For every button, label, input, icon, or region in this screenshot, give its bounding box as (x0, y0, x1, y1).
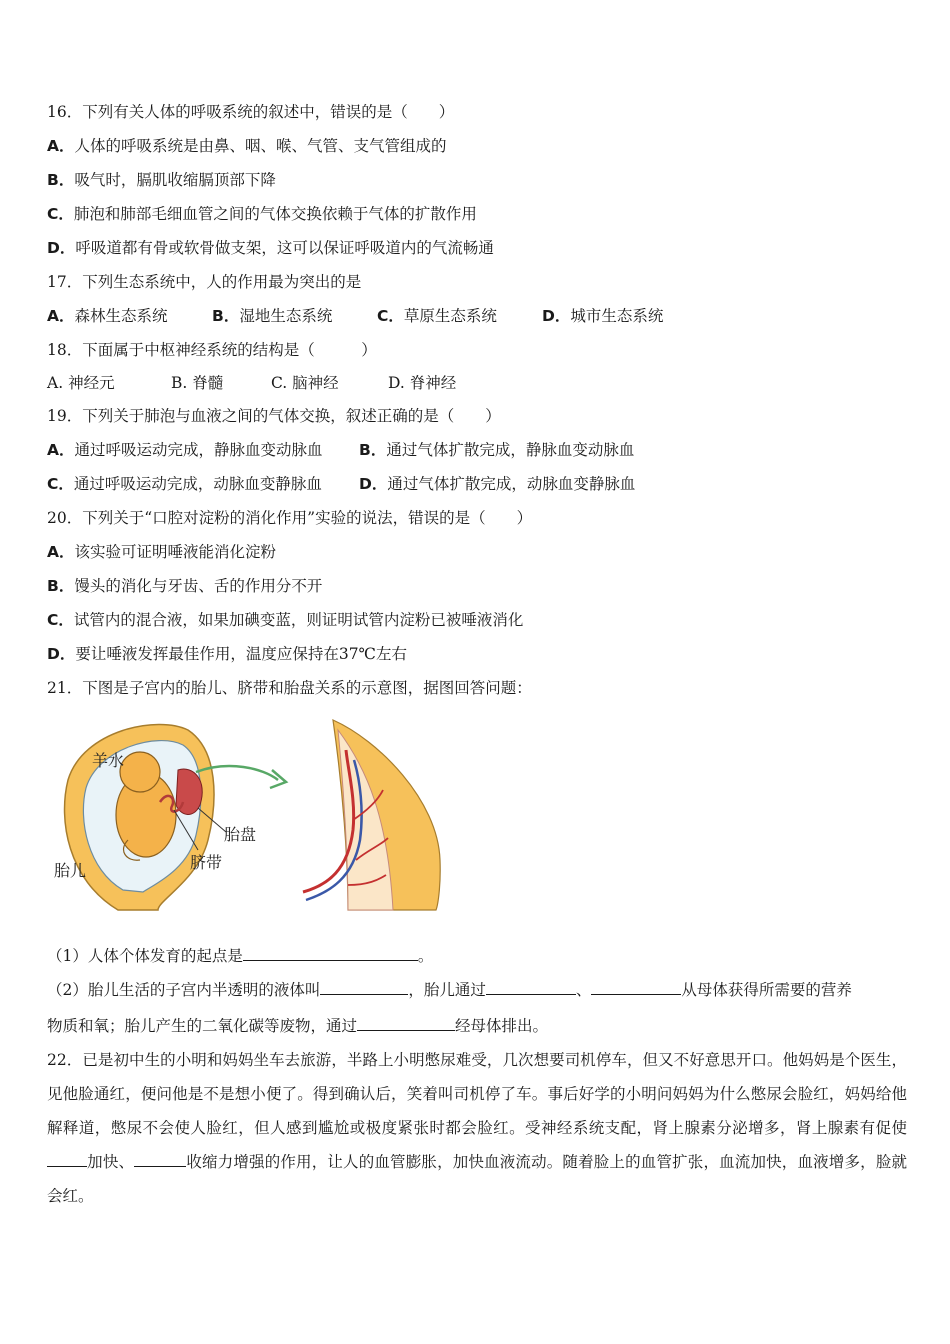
q19-option-d: D．通过气体扩散完成，动脉血变静脉血 (359, 475, 636, 493)
q16-option-b: B．吸气时，膈肌收缩膈顶部下降 (47, 171, 276, 189)
q18-option-c: C. 脑神经 (271, 374, 339, 392)
q16-option-a: A．人体的呼吸系统是由鼻、咽、喉、气管、支气管组成的 (47, 137, 447, 155)
q17-option-d: D．城市生态系统 (542, 307, 664, 325)
q22-blank-1[interactable] (47, 1152, 87, 1167)
q20-option-b: B．馒头的消化与牙齿、舌的作用分不开 (47, 577, 323, 595)
label-umbilical: 脐带 (190, 853, 223, 872)
q18-options (47, 373, 456, 393)
q21-stem: 21．下图是子宫内的胎儿、脐带和胎盘关系的示意图，据图回答问题： (47, 679, 532, 697)
q21-sub1-blank[interactable] (243, 946, 418, 961)
q19-options-ab (47, 440, 634, 460)
q19-stem: 19．下列关于肺泡与血液之间的气体交换，叙述正确的是（ ） (47, 407, 501, 425)
q20-option-d: D．要让唾液发挥最佳作用，温度应保持在37℃左右 (47, 645, 407, 663)
figure-illustration (48, 710, 448, 925)
q16-option-d: D．呼吸道都有骨或软骨做支架，这可以保证呼吸道内的气流畅通 (47, 239, 494, 257)
q19-option-a: A．通过呼吸运动完成，静脉血变动脉血 (47, 441, 323, 459)
q18-option-b: B. 脊髓 (171, 374, 224, 392)
label-amniotic-1: 羊水 (92, 751, 125, 770)
q22-blank-2[interactable] (134, 1152, 186, 1167)
q18-option-a: A. 神经元 (47, 374, 115, 392)
q16-option-c: C．肺泡和肺部毛细血管之间的气体交换依赖于气体的扩散作用 (47, 205, 477, 223)
q20-option-a: A．该实验可证明唾液能消化淀粉 (47, 543, 277, 561)
q17-option-c: C．草原生态系统 (377, 307, 497, 325)
q20-stem: 20．下列关于“口腔对淀粉的消化作用”实验的说法，错误的是（ ） (47, 509, 533, 527)
q19-option-c: C．通过呼吸运动完成，动脉血变静脉血 (47, 475, 322, 493)
q17-options (47, 306, 663, 326)
label-fetus: 胎儿 (54, 861, 87, 880)
uterus-fetus-placenta-figure (48, 710, 448, 925)
q21-sub1: （1）人体个体发育的起点是 。 (47, 947, 434, 965)
q19-options-cd (47, 474, 635, 494)
q20-option-c: C．试管内的混合液，如果加碘变蓝，则证明试管内淀粉已被唾液消化 (47, 611, 524, 629)
q22-paragraph: 22．已是初中生的小明和妈妈坐车去旅游，半路上小明憋尿难受，几次想要司机停车，但又不好意思开口。他妈妈是个医生，见他脸通红，便问他是不是想小便了。得到确认后，笑着叫司机停了车。事后好学的小明问妈妈为什么憋尿会脸红，妈妈给他解释道，憋尿不会使人脸红，但人感到尴尬或极度紧张时都会脸红。受神经系统支配，肾上腺素分泌增多，肾上腺素有促使加快、 收缩力增强的作用，让人的血管膨胀，加快血液流动。随着脸上的血管扩张，血流加快，血液增多，脸就会红。 (47, 1051, 907, 1205)
q19-option-b: B．通过气体扩散完成，静脉血变动脉血 (359, 441, 635, 459)
q16-stem: 16．下列有关人体的呼吸系统的叙述中，错误的是（ ） (47, 103, 455, 121)
q21-sub2-line1: （2）胎儿生活的子宫内半透明的液体叫 ，胎儿通过 、 从母体获得所需要的营养 (47, 981, 852, 999)
q17-stem: 17．下列生态系统中，人的作用最为突出的是 (47, 273, 362, 291)
q17-option-b: B．湿地生态系统 (212, 307, 333, 325)
fetus-head-shape (120, 752, 160, 792)
label-placenta: 胎盘 (224, 825, 257, 844)
q21-sub2-blank-2[interactable] (486, 980, 576, 995)
q21-sub2-blank-1[interactable] (320, 980, 408, 995)
q21-sub2-blank-4[interactable] (357, 1016, 455, 1031)
q21-sub2-blank-3[interactable] (591, 980, 681, 995)
q18-stem: 18．下面属于中枢神经系统的结构是（ ） (47, 341, 377, 359)
q18-option-d: D. 脊神经 (388, 374, 457, 392)
q21-sub2-line2: 物质和氧；胎儿产生的二氧化碳等废物，通过 经母体排出。 (47, 1017, 549, 1035)
q17-option-a: A．森林生态系统 (47, 307, 168, 325)
